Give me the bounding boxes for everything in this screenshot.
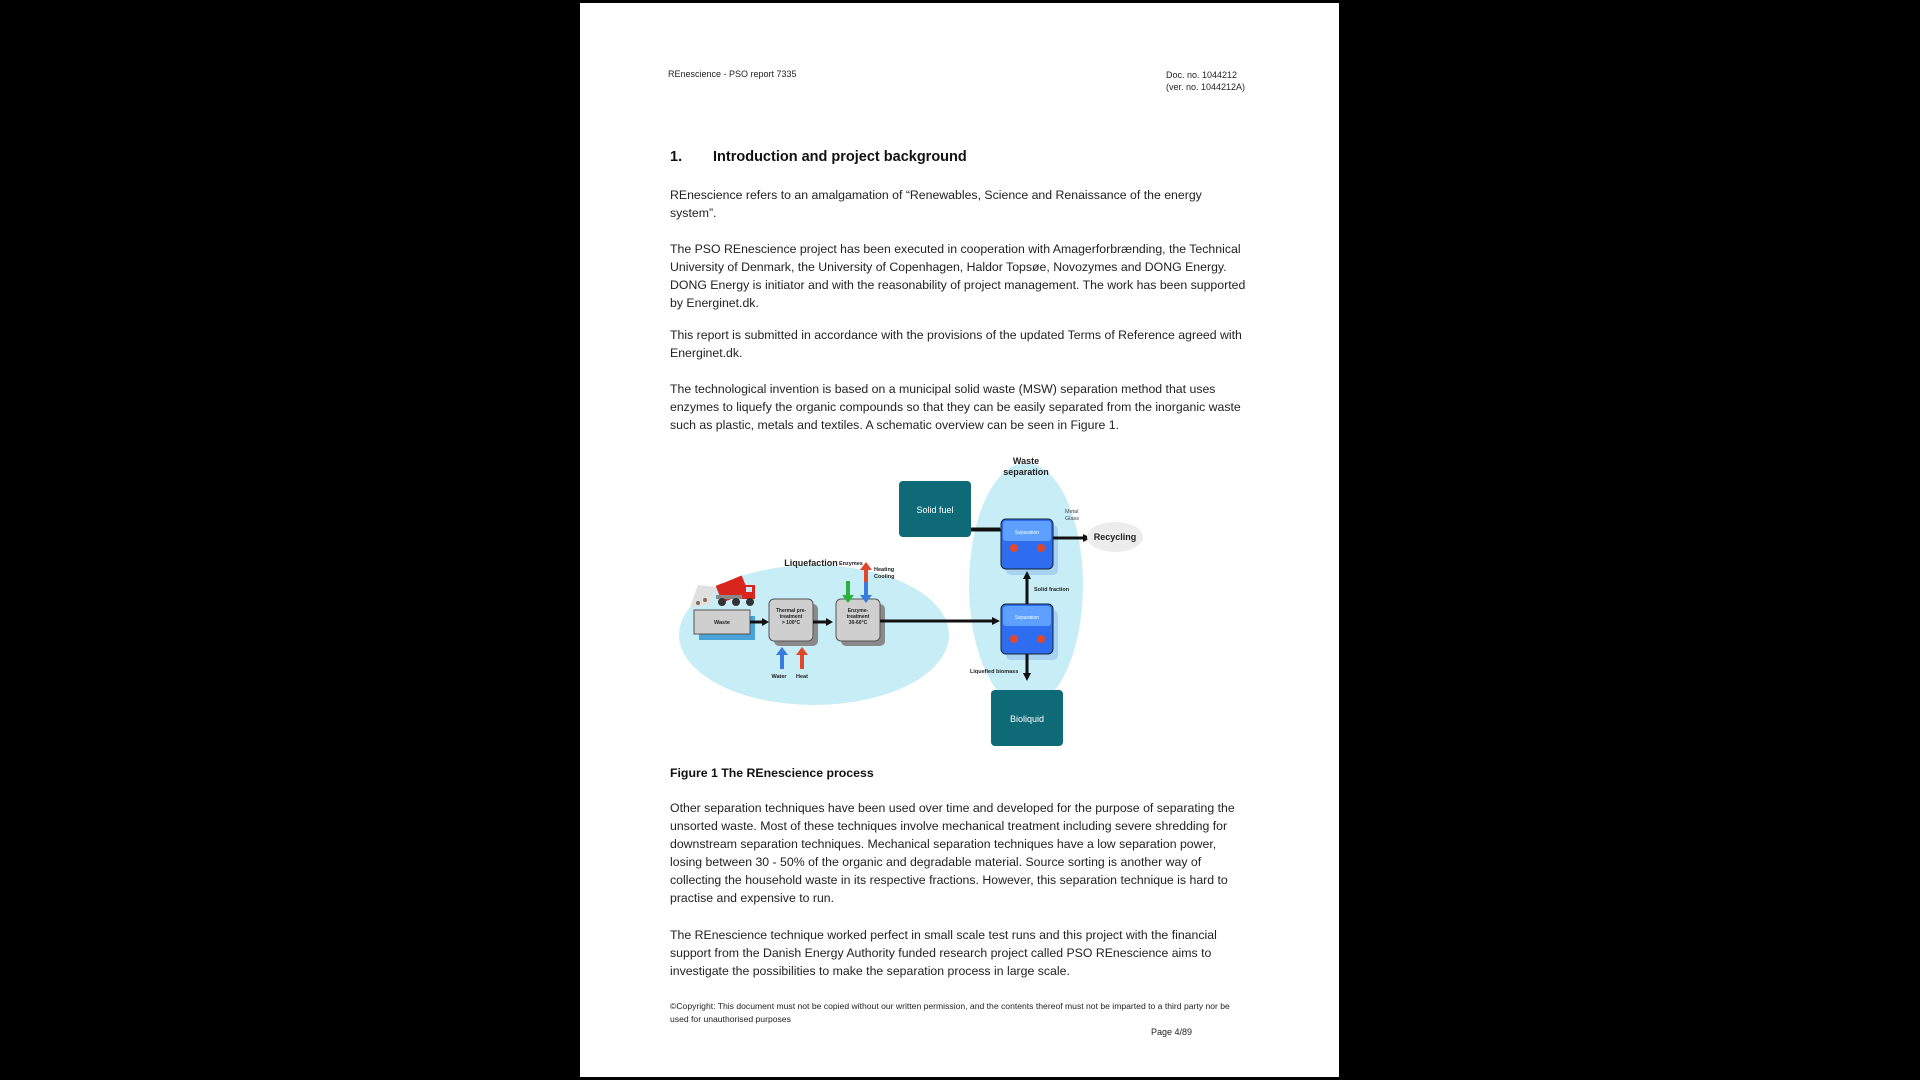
page-number: Page 4/89 <box>1151 1027 1193 1037</box>
waste-label: Waste <box>714 620 730 626</box>
section-heading <box>670 149 967 165</box>
waste-separation-label-1: Waste <box>1012 456 1040 466</box>
thermal-label-2: treatment <box>779 614 803 620</box>
heating-label: Heating <box>874 567 895 573</box>
water-label: Water <box>771 674 787 680</box>
section-number: 1. <box>670 149 683 165</box>
paragraph-2: The PSO REnescience project has been executed in cooperation with Amagerforbrænding, the Technical University of Denmark, the University of Copenhagen, Haldor Topsøe, Novozymes and DONG Energy. DONG Energy is initiator and with the reasonability of project management. The work has been supported by Energinet.dk. <box>670 242 1246 310</box>
separator-bottom-label: Separation <box>1014 615 1040 621</box>
paragraph-5: Other separation techniques have been used over time and developed for the purpose of separating the unsorted waste. Most of these techniques involve mechanical treatment including severe shredding for downstream separation techniques. Mechanical separation techniques have a low separation power, losing between 30 - 50% of the organic and degradable material. Source sorting is another way of collecting the household waste in its respective fractions. However, this separation technique is hard to practise and expensive to run. <box>670 801 1235 905</box>
paragraph-3: This report is submitted in accordance with the provisions of the updated Terms of Reference agreed with Energinet.dk. <box>670 328 1242 360</box>
header-doc-number <box>1166 69 1245 93</box>
enzyme-label-1: Enzyme- <box>847 608 869 614</box>
figure-caption: Figure 1 The REnescience process <box>670 766 874 780</box>
solid-fraction-label: Solid fraction <box>1034 587 1070 593</box>
renescience-process-diagram <box>678 437 1178 752</box>
bioliquid-label: Bioliquid <box>1009 714 1045 724</box>
metal-label: Metal <box>1065 509 1079 515</box>
paragraph-4: The technological invention is based on a municipal solid waste (MSW) separation method that uses enzymes to liquefy the organic compounds so that they can be easily separated from the inorganic waste such as plastic, metals and textiles. A schematic overview can be seen in Figure 1. <box>670 382 1241 432</box>
separator-top-label: Separation <box>1014 530 1040 536</box>
version-number: (ver. no. 1044212A) <box>1166 82 1246 92</box>
doc-number: Doc. no. 1044212 <box>1166 70 1238 80</box>
enzyme-label-2: treatment <box>846 614 870 620</box>
solid-fuel-label: Solid fuel <box>916 505 954 515</box>
liquefaction-label: Liquefaction <box>784 558 838 568</box>
enzyme-label-3: 30-60°C <box>848 620 868 626</box>
document-page <box>580 3 1339 1077</box>
thermal-label-1: Thermal pre- <box>775 608 807 614</box>
cooling-label: Cooling <box>874 574 895 580</box>
glass-label: Glass <box>1065 516 1080 522</box>
copyright-notice: ©Copyright: This document must not be copied without our written permission, and the contents thereof must not be imparted to a third party nor be used for unauthorised purposes <box>670 1001 1230 1024</box>
paragraph-6: The REnescience technique worked perfect in small scale test runs and this project with the financial support from the Danish Energy Authority funded research project called PSO REnescience aims to investigate the possibilities to make the separation process in large scale. <box>670 928 1217 978</box>
heat-label: Heat <box>796 674 808 680</box>
recycling-label: Recycling <box>1093 532 1137 542</box>
thermal-label-3: > 100°C <box>781 620 801 626</box>
paragraph-1: REnescience refers to an amalgamation of “Renewables, Science and Renaissance of the energy system”. <box>670 188 1202 220</box>
section-title: Introduction and project background <box>713 149 967 165</box>
waste-separation-label-2: separation <box>1003 467 1049 477</box>
header-report-title: REnescience - PSO report 7335 <box>668 69 797 79</box>
liquefied-biomass-label: Liquefied biomass <box>970 669 1019 675</box>
enzymes-label: Enzymes <box>839 561 863 567</box>
